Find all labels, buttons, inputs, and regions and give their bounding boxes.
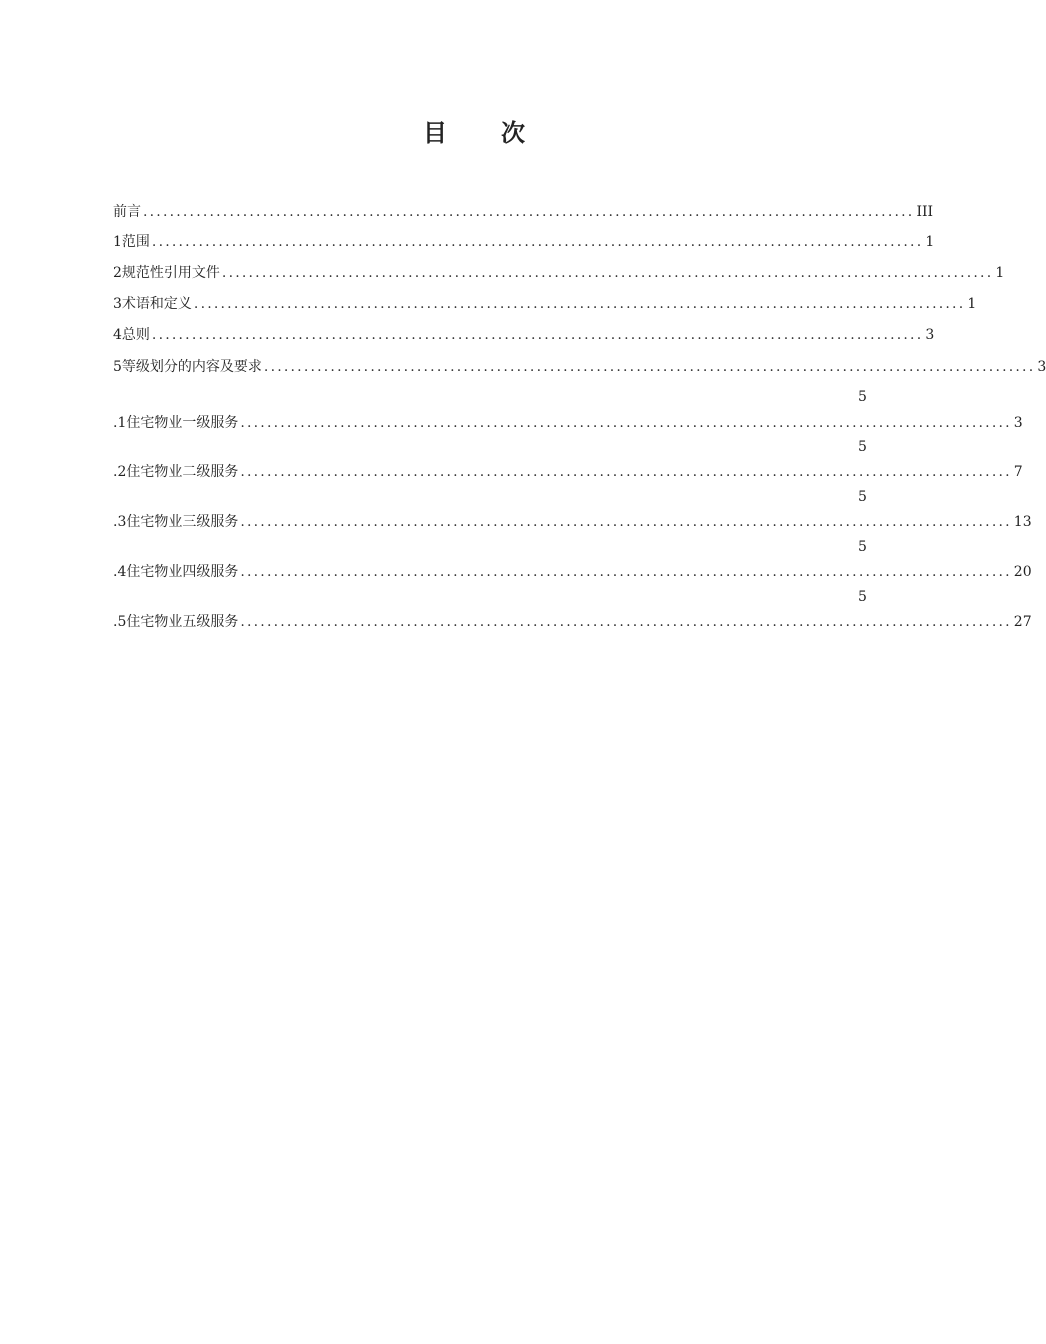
toc-subentry-major-number: 5 <box>858 389 867 405</box>
leader-dots: .................................................................................................................... <box>240 415 1012 431</box>
toc-entry-label: 住宅物业三级服务 <box>126 514 239 530</box>
title-char-left: 目 <box>423 119 449 147</box>
toc-entry-page: 20 <box>1013 564 1032 580</box>
toc-subentry-5-1[interactable] <box>113 413 1023 433</box>
toc-entry-number: 1 <box>113 234 122 250</box>
leader-dots: .................................................................................................................... <box>240 564 1012 580</box>
toc-entry-label: 住宅物业二级服务 <box>126 464 239 480</box>
toc-entry-page: 1 <box>967 296 977 312</box>
toc-entry-number: .1 <box>113 415 127 431</box>
toc-entry-page: 1 <box>995 265 1005 281</box>
toc-entry-page: 1 <box>925 234 935 250</box>
leader-dots: .................................................................................................................... <box>221 265 994 281</box>
leader-dots: .................................................................................................................... <box>240 514 1012 530</box>
toc-entry-4[interactable] <box>113 325 935 345</box>
toc-entry-label: 总则 <box>121 327 150 343</box>
toc-entry-page: 3 <box>925 327 935 343</box>
title-char-right: 次 <box>501 119 527 147</box>
toc-entry-page: 7 <box>1013 464 1023 480</box>
toc-entry-number: .3 <box>113 514 127 530</box>
toc-entry-page: 3 <box>1013 415 1023 431</box>
leader-dots: .................................................................................................................... <box>193 296 966 312</box>
toc-entry-page: 13 <box>1013 514 1032 530</box>
toc-subentry-5-2[interactable] <box>113 462 1023 482</box>
toc-subentry-major-number: 5 <box>858 439 867 455</box>
toc-subentry-5-5[interactable] <box>113 612 1032 632</box>
toc-entry-1[interactable] <box>113 232 935 252</box>
toc-subentry-major-number: 5 <box>858 589 867 605</box>
toc-entry-foreword[interactable] <box>113 202 934 222</box>
toc-subentry-5-4[interactable] <box>113 562 1032 582</box>
leader-dots: .................................................................................................................... <box>240 464 1012 480</box>
toc-entry-number: 3 <box>113 296 122 312</box>
leader-dots: .................................................................................................................... <box>143 204 915 220</box>
leader-dots: .................................................................................................................... <box>151 234 924 250</box>
toc-entry-number: 4 <box>113 327 122 343</box>
toc-entry-number: .4 <box>113 564 127 580</box>
toc-entry-label: 住宅物业五级服务 <box>126 614 239 630</box>
toc-entry-number: .2 <box>113 464 127 480</box>
toc-entry-page: 3 <box>1037 359 1046 375</box>
page-title <box>0 113 950 148</box>
toc-subentry-major-number: 5 <box>858 489 867 505</box>
toc-entry-label: 住宅物业四级服务 <box>126 564 239 580</box>
toc-entry-label: 住宅物业一级服务 <box>126 415 239 431</box>
toc-entry-label: 等级划分的内容及要求 <box>121 359 262 375</box>
toc-entry-page: III <box>916 204 934 220</box>
toc-entry-page: 27 <box>1013 614 1032 630</box>
toc-entry-number: .5 <box>113 614 127 630</box>
toc-entry-label: 术语和定义 <box>121 296 192 312</box>
toc-subentry-5-3[interactable] <box>113 512 1032 532</box>
toc-entry-label: 前言 <box>113 204 141 220</box>
leader-dots: .................................................................................................................... <box>263 359 1036 375</box>
leader-dots: .................................................................................................................... <box>240 614 1012 630</box>
toc-entry-label: 范围 <box>121 234 150 250</box>
toc-entry-5[interactable] <box>113 357 1046 377</box>
toc-entry-label: 规范性引用文件 <box>121 265 220 281</box>
leader-dots: .................................................................................................................... <box>151 327 924 343</box>
toc-entry-number: 2 <box>113 265 122 281</box>
toc-entry-3[interactable] <box>113 294 977 314</box>
toc-subentry-major-number: 5 <box>858 539 867 555</box>
toc-entry-number: 5 <box>113 359 122 375</box>
toc-entry-2[interactable] <box>113 263 1005 283</box>
